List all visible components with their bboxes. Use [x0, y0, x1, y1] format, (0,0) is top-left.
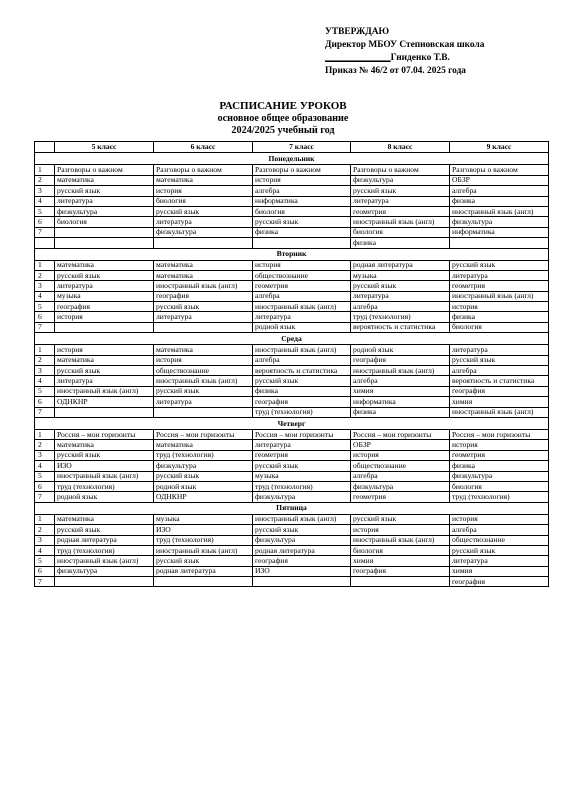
lesson-row	[35, 291, 549, 301]
lesson-cell: иностранный язык (англ)	[351, 366, 450, 376]
lesson-cell: русский язык	[154, 302, 253, 312]
lesson-row	[35, 345, 549, 355]
lesson-cell: вероятность и статистика	[351, 322, 450, 332]
lesson-cell: история	[450, 514, 549, 524]
lesson-cell	[351, 577, 450, 587]
lesson-cell: география	[55, 302, 154, 312]
day-row	[35, 248, 549, 260]
lesson-row	[35, 196, 549, 206]
lesson-cell: обществознание	[253, 270, 351, 280]
lesson-cell: родная литература	[351, 260, 450, 270]
lesson-cell: русский язык	[450, 355, 549, 365]
lesson-cell: иностранный язык (англ)	[253, 514, 351, 524]
lesson-cell: ОБЗР	[450, 175, 549, 185]
document-title-block	[0, 100, 566, 138]
lesson-number: 2	[35, 175, 55, 185]
lesson-cell: литература	[55, 376, 154, 386]
lesson-cell	[154, 322, 253, 332]
lesson-row	[35, 535, 549, 545]
lesson-cell: русский язык	[351, 514, 450, 524]
header-cell: 7 класс	[253, 142, 351, 153]
lesson-cell: обществознание	[450, 535, 549, 545]
lesson-cell: информатика	[253, 196, 351, 206]
lesson-cell: история	[55, 345, 154, 355]
lesson-cell: история	[55, 312, 154, 322]
lesson-cell: алгебра	[450, 525, 549, 535]
lesson-number: 6	[35, 397, 55, 407]
lesson-cell: иностранный язык (англ)	[55, 556, 154, 566]
lesson-row	[35, 397, 549, 407]
lesson-cell: история	[253, 260, 351, 270]
lesson-cell: иностранный язык (англ)	[351, 535, 450, 545]
lesson-cell: родной язык	[253, 322, 351, 332]
approval-heading: УТВЕРЖДАЮ	[325, 27, 390, 37]
lesson-cell: география	[450, 577, 549, 587]
lesson-number: 6	[35, 566, 55, 576]
lesson-cell: русский язык	[351, 281, 450, 291]
lesson-cell: труд (технология)	[450, 492, 549, 502]
lesson-cell: иностранный язык (англ)	[253, 302, 351, 312]
lesson-number: 5	[35, 206, 55, 216]
lesson-cell: ОДНКНР	[154, 492, 253, 502]
lesson-cell: Разговоры о важном	[154, 165, 253, 175]
lesson-row	[35, 545, 549, 555]
lesson-cell	[253, 238, 351, 248]
lesson-number: 4	[35, 461, 55, 471]
lesson-cell: ИЗО	[55, 461, 154, 471]
lesson-cell: литература	[154, 217, 253, 227]
lesson-number: 1	[35, 514, 55, 524]
lesson-cell	[55, 577, 154, 587]
lesson-row	[35, 577, 549, 587]
lesson-cell: химия	[450, 566, 549, 576]
lesson-row	[35, 366, 549, 376]
lesson-row	[35, 186, 549, 196]
lesson-cell: иностранный язык (англ)	[154, 545, 253, 555]
lesson-row	[35, 566, 549, 576]
lesson-cell: Разговоры о важном	[253, 165, 351, 175]
lesson-cell: математика	[154, 175, 253, 185]
lesson-cell: математика	[55, 260, 154, 270]
lesson-cell: музыка	[55, 291, 154, 301]
lesson-cell: ИЗО	[154, 525, 253, 535]
header-cell: 6 класс	[154, 142, 253, 153]
lesson-number: 7	[35, 577, 55, 587]
lesson-cell: математика	[154, 270, 253, 280]
day-row	[35, 333, 549, 345]
lesson-cell: родная литература	[154, 566, 253, 576]
document-subtitle: основное общее образование	[217, 112, 349, 124]
lesson-cell: иностранный язык (англ)	[154, 376, 253, 386]
lesson-row	[35, 514, 549, 524]
lesson-cell: физика	[450, 461, 549, 471]
lesson-cell: русский язык	[351, 186, 450, 196]
lesson-cell: история	[154, 355, 253, 365]
lesson-cell: биология	[154, 196, 253, 206]
lesson-number: 7	[35, 492, 55, 502]
lesson-cell: физкультура	[351, 481, 450, 491]
director-name: Гниденко Т.В.	[390, 53, 450, 63]
lesson-cell: математика	[55, 440, 154, 450]
lesson-cell: литература	[253, 440, 351, 450]
lesson-number: 3	[35, 186, 55, 196]
lesson-number: 6	[35, 481, 55, 491]
lesson-cell: география	[253, 397, 351, 407]
lesson-cell: русский язык	[55, 270, 154, 280]
lesson-cell: иностранный язык (англ)	[55, 471, 154, 481]
lesson-cell: Разговоры о важном	[55, 165, 154, 175]
lesson-cell	[55, 407, 154, 417]
approval-order: Приказ № 46/2 от 07.04. 2025 года	[325, 66, 466, 76]
lesson-cell: труд (технология)	[55, 545, 154, 555]
lesson-cell: ОБЗР	[351, 440, 450, 450]
lesson-cell: алгебра	[450, 366, 549, 376]
lesson-cell: математика	[55, 355, 154, 365]
lesson-cell: физика	[253, 386, 351, 396]
lesson-cell: музыка	[253, 471, 351, 481]
lesson-cell	[253, 577, 351, 587]
lesson-row	[35, 165, 549, 175]
lesson-number: 4	[35, 291, 55, 301]
lesson-row	[35, 461, 549, 471]
lesson-row	[35, 302, 549, 312]
lesson-cell: история	[450, 440, 549, 450]
lesson-cell: алгебра	[351, 471, 450, 481]
lesson-cell: Россия – мои горизонты	[450, 430, 549, 440]
lesson-number: 7	[35, 407, 55, 417]
lesson-cell: русский язык	[154, 206, 253, 216]
lesson-cell: биология	[450, 322, 549, 332]
lesson-cell: литература	[55, 196, 154, 206]
lesson-cell: математика	[154, 260, 253, 270]
lesson-cell: химия	[450, 397, 549, 407]
lesson-cell: алгебра	[450, 186, 549, 196]
lesson-cell: математика	[154, 440, 253, 450]
day-name: Пятница	[35, 502, 549, 514]
lesson-cell: физкультура	[351, 175, 450, 185]
lesson-row	[35, 492, 549, 502]
lesson-cell	[154, 238, 253, 248]
lesson-cell: информатика	[351, 397, 450, 407]
lesson-cell: география	[450, 386, 549, 396]
approval-signature-line	[325, 52, 484, 65]
lesson-cell: русский язык	[253, 217, 351, 227]
signature-blank: ______________	[325, 53, 391, 63]
lesson-cell: Россия – мои горизонты	[253, 430, 351, 440]
lesson-number: 2	[35, 355, 55, 365]
lesson-cell: родной язык	[351, 345, 450, 355]
lesson-cell: иностранный язык (англ)	[450, 206, 549, 216]
lesson-cell: обществознание	[351, 461, 450, 471]
lesson-row	[35, 312, 549, 322]
lesson-cell: биология	[55, 217, 154, 227]
lesson-cell: русский язык	[55, 450, 154, 460]
approval-block	[325, 26, 484, 78]
lesson-cell: иностранный язык (англ)	[55, 386, 154, 396]
day-name: Вторник	[35, 248, 549, 260]
lesson-cell: физкультура	[154, 227, 253, 237]
lesson-row	[35, 450, 549, 460]
lesson-cell: алгебра	[253, 355, 351, 365]
lesson-row	[35, 322, 549, 332]
lesson-cell: история	[154, 186, 253, 196]
lesson-number: 7	[35, 227, 55, 237]
lesson-number: 5	[35, 556, 55, 566]
lesson-number: 5	[35, 471, 55, 481]
lesson-cell: литература	[253, 312, 351, 322]
lesson-number: 2	[35, 440, 55, 450]
lesson-cell: математика	[55, 175, 154, 185]
schedule-body	[35, 153, 549, 587]
lesson-cell	[55, 322, 154, 332]
lesson-number: 5	[35, 302, 55, 312]
lesson-cell: музыка	[351, 270, 450, 280]
lesson-cell: иностранный язык (англ)	[154, 281, 253, 291]
lesson-number: 3	[35, 535, 55, 545]
lesson-cell	[154, 407, 253, 417]
lesson-cell: геометрия	[450, 450, 549, 460]
lesson-number: 1	[35, 345, 55, 355]
lesson-cell: география	[351, 355, 450, 365]
day-row	[35, 418, 549, 430]
lesson-cell: биология	[351, 227, 450, 237]
lesson-cell: физика	[351, 407, 450, 417]
lesson-row	[35, 281, 549, 291]
lesson-row	[35, 471, 549, 481]
lesson-cell: история	[351, 525, 450, 535]
header-row	[35, 142, 549, 153]
lesson-cell: русский язык	[154, 386, 253, 396]
lesson-cell: информатика	[450, 227, 549, 237]
lesson-cell: литература	[154, 397, 253, 407]
lesson-number	[35, 238, 55, 248]
lesson-cell: иностранный язык (англ)	[450, 291, 549, 301]
lesson-cell: физика	[351, 238, 450, 248]
header-cell: 8 класс	[351, 142, 450, 153]
lesson-cell: иностранный язык (англ)	[351, 217, 450, 227]
lesson-cell: труд (технология)	[154, 535, 253, 545]
lesson-number: 3	[35, 450, 55, 460]
day-name: Понедельник	[35, 153, 549, 165]
lesson-cell	[55, 227, 154, 237]
lesson-cell: ИЗО	[253, 566, 351, 576]
lesson-cell	[154, 577, 253, 587]
day-name: Среда	[35, 333, 549, 345]
lesson-number: 6	[35, 312, 55, 322]
lesson-cell: геометрия	[253, 281, 351, 291]
lesson-number: 1	[35, 260, 55, 270]
lesson-cell: иностранный язык (англ)	[253, 345, 351, 355]
lesson-cell: иностранный язык (англ)	[450, 407, 549, 417]
lesson-cell: биология	[450, 481, 549, 491]
lesson-cell: физкультура	[253, 535, 351, 545]
lesson-cell: алгебра	[253, 186, 351, 196]
lesson-cell: музыка	[154, 514, 253, 524]
lesson-cell: геометрия	[253, 450, 351, 460]
lesson-cell: биология	[253, 206, 351, 216]
lesson-number: 4	[35, 376, 55, 386]
lesson-cell: геометрия	[351, 492, 450, 502]
lesson-number: 6	[35, 217, 55, 227]
lesson-cell: литература	[450, 556, 549, 566]
lesson-cell: русский язык	[450, 260, 549, 270]
lesson-cell: физкультура	[55, 206, 154, 216]
lesson-cell: русский язык	[154, 556, 253, 566]
lesson-cell: алгебра	[253, 291, 351, 301]
lesson-cell: труд (технология)	[351, 312, 450, 322]
lesson-row	[35, 355, 549, 365]
header-cell	[35, 142, 55, 153]
lesson-cell: ОДНКНР	[55, 397, 154, 407]
lesson-row	[35, 175, 549, 185]
lesson-row	[35, 260, 549, 270]
lesson-cell: русский язык	[253, 525, 351, 535]
lesson-number: 3	[35, 366, 55, 376]
header-cell: 9 класс	[450, 142, 549, 153]
lesson-number: 1	[35, 430, 55, 440]
lesson-cell: русский язык	[253, 376, 351, 386]
lesson-cell: литература	[351, 291, 450, 301]
lesson-cell	[55, 238, 154, 248]
lesson-cell: геометрия	[351, 206, 450, 216]
lesson-row	[35, 270, 549, 280]
document-year: 2024/2025 учебный год	[231, 125, 335, 136]
lesson-cell: русский язык	[55, 525, 154, 535]
lesson-cell: физика	[450, 312, 549, 322]
lesson-cell: география	[253, 556, 351, 566]
lesson-cell: литература	[154, 312, 253, 322]
lesson-cell: труд (технология)	[55, 481, 154, 491]
day-name: Четверг	[35, 418, 549, 430]
lesson-row	[35, 206, 549, 216]
lesson-number: 3	[35, 281, 55, 291]
lesson-cell: Разговоры о важном	[450, 165, 549, 175]
lesson-row	[35, 430, 549, 440]
lesson-cell: вероятность и статистика	[450, 376, 549, 386]
lesson-cell: труд (технология)	[154, 450, 253, 460]
lesson-cell: физика	[450, 196, 549, 206]
lesson-cell: обществознание	[154, 366, 253, 376]
lesson-cell: история	[253, 175, 351, 185]
lesson-cell: родной язык	[55, 492, 154, 502]
lesson-cell: родной язык	[154, 481, 253, 491]
lesson-number: 5	[35, 386, 55, 396]
lesson-cell: русский язык	[253, 461, 351, 471]
lesson-cell: Разговоры о важном	[351, 165, 450, 175]
lesson-cell: русский язык	[450, 545, 549, 555]
lesson-cell: физкультура	[450, 217, 549, 227]
lesson-cell: химия	[351, 386, 450, 396]
lesson-cell: родная литература	[253, 545, 351, 555]
lesson-cell: литература	[450, 270, 549, 280]
lesson-cell: математика	[154, 345, 253, 355]
lesson-row	[35, 407, 549, 417]
lesson-row	[35, 227, 549, 237]
lesson-cell: Россия – мои горизонты	[154, 430, 253, 440]
lesson-cell: родная литература	[55, 535, 154, 545]
lesson-number: 1	[35, 165, 55, 175]
lesson-cell: труд (технология)	[253, 481, 351, 491]
lesson-cell: литература	[55, 281, 154, 291]
lesson-cell: география	[154, 291, 253, 301]
lesson-cell: история	[450, 302, 549, 312]
lesson-row	[35, 481, 549, 491]
lesson-cell: труд (технология)	[253, 407, 351, 417]
lesson-cell: алгебра	[351, 302, 450, 312]
header-cell: 5 класс	[55, 142, 154, 153]
lesson-cell: вероятность и статистика	[253, 366, 351, 376]
lesson-row	[35, 440, 549, 450]
lesson-cell: литература	[351, 196, 450, 206]
lesson-cell: математика	[55, 514, 154, 524]
lesson-cell: русский язык	[55, 366, 154, 376]
schedule-table	[34, 141, 549, 587]
lesson-cell: физика	[253, 227, 351, 237]
lesson-cell: физкультура	[450, 471, 549, 481]
lesson-cell: химия	[351, 556, 450, 566]
lesson-cell: Россия – мои горизонты	[55, 430, 154, 440]
lesson-number: 7	[35, 322, 55, 332]
document-title: РАСПИСАНИЕ УРОКОВ	[219, 100, 347, 112]
lesson-cell	[450, 238, 549, 248]
lesson-cell: литература	[450, 345, 549, 355]
lesson-cell: геометрия	[450, 281, 549, 291]
lesson-row	[35, 556, 549, 566]
lesson-cell: физкультура	[55, 566, 154, 576]
lesson-number: 4	[35, 545, 55, 555]
lesson-cell: физкультура	[253, 492, 351, 502]
day-row	[35, 502, 549, 514]
lesson-cell: русский язык	[55, 186, 154, 196]
lesson-row	[35, 525, 549, 535]
day-row	[35, 153, 549, 165]
lesson-cell: биология	[351, 545, 450, 555]
lesson-number: 2	[35, 270, 55, 280]
lesson-row	[35, 376, 549, 386]
lesson-cell: алгебра	[351, 376, 450, 386]
approval-director: Директор МБОУ Степновская школа	[325, 40, 485, 50]
lesson-row	[35, 217, 549, 227]
lesson-cell: физкультура	[154, 461, 253, 471]
lesson-cell: Россия – мои горизонты	[351, 430, 450, 440]
lesson-row	[35, 238, 549, 248]
lesson-row	[35, 386, 549, 396]
lesson-number: 2	[35, 525, 55, 535]
lesson-cell: история	[351, 450, 450, 460]
lesson-number: 4	[35, 196, 55, 206]
lesson-cell: русский язык	[154, 471, 253, 481]
lesson-cell: география	[351, 566, 450, 576]
